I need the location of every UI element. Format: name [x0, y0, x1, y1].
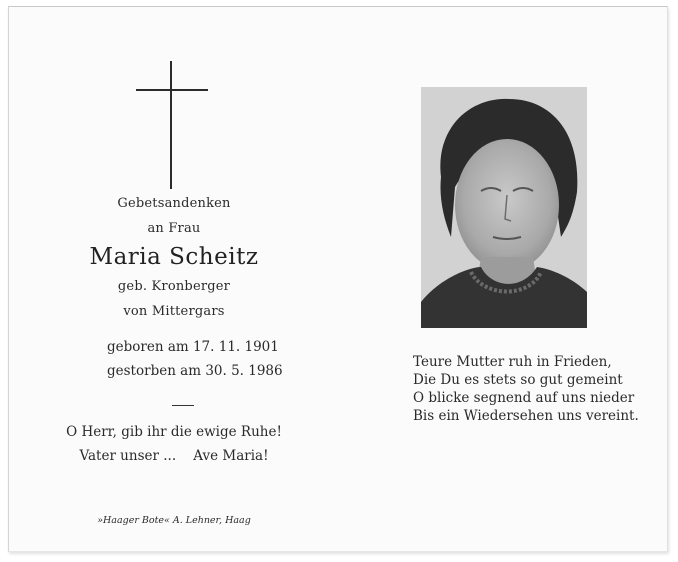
salutation-text: an Frau — [147, 221, 201, 236]
prayer-line-2: Vater unser ... Ave Maria! — [79, 448, 269, 464]
portrait-illustration — [421, 87, 587, 328]
portrait-photo — [421, 87, 587, 328]
poem-line: O blicke segnend auf uns nieder — [413, 390, 635, 406]
origin-text: von Mittergars — [123, 304, 225, 319]
poem-line: Teure Mutter ruh in Frieden, — [413, 354, 612, 370]
prayer-line-1: O Herr, gib ihr die ewige Ruhe! — [66, 424, 282, 440]
header-text: Gebetsandenken — [117, 196, 231, 211]
death-date: gestorben am 30. 5. 1986 — [107, 363, 283, 379]
birth-date: geboren am 17. 11. 1901 — [107, 339, 279, 355]
poem-line: Die Du es stets so gut gemeint — [413, 372, 623, 388]
poem — [413, 353, 639, 425]
divider — [172, 405, 194, 406]
memorial-card — [8, 6, 668, 552]
printer-credit: »Haager Bote« A. Lehner, Haag — [97, 515, 251, 526]
poem-line: Bis ein Wiedersehen uns vereint. — [413, 408, 639, 424]
birth-name: geb. Kronberger — [117, 279, 231, 294]
deceased-name: Maria Scheitz — [89, 244, 259, 270]
